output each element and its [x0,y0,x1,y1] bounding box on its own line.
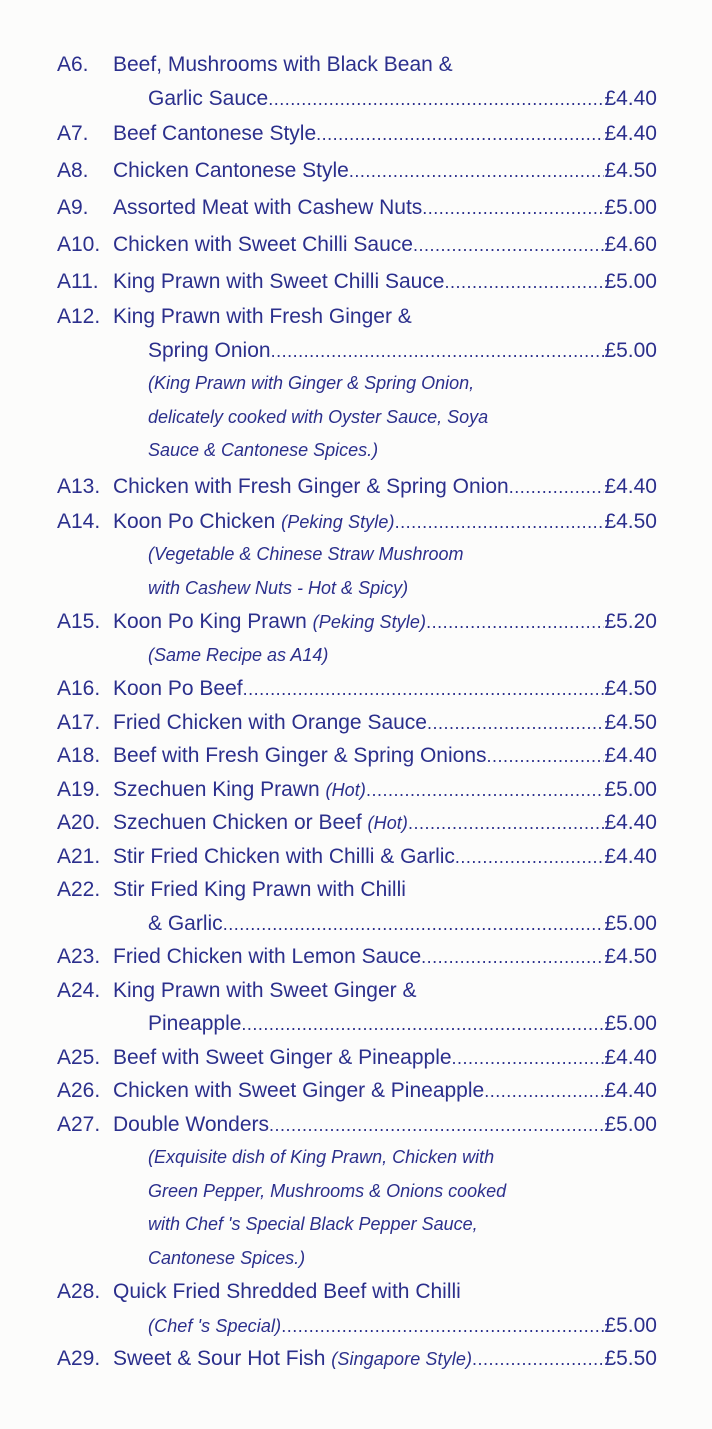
menu-item [57,1275,657,1309]
menu-item [57,940,657,974]
item-name [113,1342,472,1377]
leader-dots [223,907,605,942]
leader-dots [472,1342,604,1377]
menu-item [57,152,657,189]
item-name: Koon Po Beef [113,677,243,700]
item-code: A29. [57,1347,101,1370]
item-price: £4.40 [604,811,657,834]
item-style-note: (Peking Style) [312,612,427,632]
menu-item [57,468,657,505]
item-description: delicately cooked with Oyster Sauce, Soya [148,406,489,427]
menu-item-continuation [57,1309,657,1343]
leader-dots [408,806,604,841]
leader-dots [452,1041,605,1076]
item-style-note: (Hot) [325,779,366,800]
item-price: £5.00 [604,911,657,935]
item-name-text: Szechuen King Prawn [113,777,320,801]
item-description: (King Prawn with Ginger & Spring Onion, [148,373,475,393]
item-name: Assorted Meat with Cashew Nuts [113,196,423,219]
item-name-text: Sweet & Sour Hot Fish [113,1347,326,1370]
menu-item [57,706,657,740]
item-name-text: Koon Po Chicken [113,509,276,533]
menu-item [57,840,657,874]
item-price: £4.40 [604,844,657,868]
item-name: King Prawn with Sweet Chilli Sauce [113,270,445,293]
menu-item [57,1041,657,1075]
leader-dots [271,334,605,369]
item-name: King Prawn with Sweet Ginger & [113,978,417,1002]
item-price: £5.00 [604,196,657,219]
item-code: A10. [57,233,101,256]
leader-dots [395,505,605,540]
item-price: £5.00 [604,338,657,362]
item-style-note: (Hot) [367,813,408,833]
leader-dots [268,82,604,117]
item-name: Chicken with Sweet Ginger & Pineapple [113,1079,485,1102]
menu-item [57,1074,657,1108]
item-name-text: Koon Po King Prawn [113,610,307,633]
menu-item [57,48,657,82]
leader-dots [509,468,605,506]
item-price: £5.00 [604,270,657,293]
item-code: A11. [57,270,99,293]
item-name: Beef with Fresh Ginger & Spring Onions [113,744,487,767]
item-name: Stir Fried Chicken with Chilli & Garlic [113,844,455,868]
item-name: King Prawn with Fresh Ginger & [113,305,412,328]
item-code: A15. [57,610,101,633]
menu-item [57,974,657,1008]
item-code: A20. [57,811,101,834]
item-code: A12. [57,305,101,328]
menu-item [57,806,657,840]
item-code: A17. [57,710,101,734]
item-name: Quick Fried Shredded Beef with Chilli [113,1280,461,1303]
menu-item [57,605,657,639]
leader-dots [366,773,604,808]
menu-list [57,48,657,1376]
menu-item [57,115,657,152]
item-style-note: (Chef 's Special) [148,1315,282,1336]
item-name: Chicken Cantonese Style [113,159,349,182]
item-code: A23. [57,945,101,968]
item-code: A6. [57,53,89,76]
item-code: A27. [57,1112,101,1136]
item-name: Beef Cantonese Style [113,122,317,145]
item-name: Beef with Sweet Ginger & Pineapple [113,1045,452,1069]
item-style-note: (Peking Style) [281,511,395,532]
item-price: £5.00 [604,777,657,801]
menu-item-continuation [57,82,657,116]
leader-dots [421,940,604,975]
item-price: £4.40 [604,1045,657,1069]
leader-dots [281,1309,604,1344]
menu-item [57,773,657,807]
item-name [113,505,395,540]
item-description: Green Pepper, Mushrooms & Onions cooked [148,1180,507,1201]
leader-dots [269,1108,604,1143]
item-code: A28. [57,1280,101,1303]
item-style-note: (Singapore Style) [331,1349,473,1369]
item-name-cont: Spring Onion [148,338,271,362]
leader-dots [426,605,604,640]
leader-dots [316,115,604,153]
item-code: A9. [57,196,89,219]
item-name [113,773,366,808]
leader-dots [484,1074,604,1109]
menu-item [57,1108,657,1142]
leader-dots [487,739,605,774]
menu-item [57,505,657,539]
menu-item [57,300,657,334]
item-code: A19. [57,777,101,801]
item-code: A21. [57,844,101,868]
item-name [113,605,426,640]
item-code: A8. [57,159,89,182]
leader-dots [445,263,605,301]
item-code: A24. [57,978,101,1002]
menu-item [57,1342,657,1376]
item-code: A14. [57,509,101,533]
item-code: A18. [57,744,101,767]
menu-item-continuation [57,907,657,941]
menu-item-continuation [57,1007,657,1041]
item-name-cont [148,1309,281,1344]
item-price: £4.60 [604,233,657,256]
item-price: £5.20 [604,610,657,633]
leader-dots [422,189,604,227]
item-name: Chicken with Sweet Chilli Sauce [113,233,413,256]
leader-dots [427,706,604,741]
item-code: A7. [57,122,89,145]
leader-dots [455,840,605,875]
item-name-cont: Pineapple [148,1012,242,1035]
item-name: Beef, Mushrooms with Black Bean & [113,53,453,76]
menu-item [57,873,657,907]
item-name-cont: Garlic Sauce [148,86,269,110]
item-code: A13. [57,474,101,498]
item-name: Stir Fried King Prawn with Chilli [113,878,406,901]
item-description: (Vegetable & Chinese Straw Mushroom [148,544,464,564]
item-name-cont: & Garlic [148,911,223,935]
item-code: A22. [57,878,101,901]
item-price: £5.00 [604,1313,657,1337]
menu-item [57,189,657,226]
item-price: £4.50 [604,159,657,182]
item-description: with Cashew Nuts - Hot & Spicy) [148,577,409,598]
item-price: £5.00 [604,1012,657,1035]
item-name: Double Wonders [113,1112,270,1136]
item-name: Chicken with Fresh Ginger & Spring Onion [113,474,509,498]
item-name-text: Szechuen Chicken or Beef [113,811,362,834]
item-price: £4.50 [604,677,657,700]
item-name: Fried Chicken with Orange Sauce [113,710,427,734]
menu-item-continuation [57,334,657,368]
item-description: (Same Recipe as A14) [148,644,329,665]
menu-item [57,263,657,300]
item-name [113,806,408,841]
menu-item [57,672,657,706]
item-price: £4.50 [604,710,657,734]
leader-dots [413,226,604,264]
item-name: Fried Chicken with Lemon Sauce [113,945,422,968]
item-price: £4.40 [604,744,657,767]
item-price: £4.50 [604,945,657,968]
item-description: Sauce & Cantonese Spices.) [148,440,379,460]
item-code: A26. [57,1079,101,1102]
leader-dots [243,672,605,707]
item-price: £4.40 [604,122,657,145]
item-description: (Exquisite dish of King Prawn, Chicken with [148,1147,495,1167]
item-code: A25. [57,1045,101,1069]
item-price: £4.40 [604,474,657,498]
item-price: £4.50 [604,509,657,533]
item-price: £5.00 [604,1112,657,1136]
menu-item [57,226,657,263]
item-price: £5.50 [604,1347,657,1370]
leader-dots [241,1007,604,1042]
menu-item [57,739,657,773]
item-price: £4.40 [604,1079,657,1102]
item-description: Cantonese Spices.) [148,1247,306,1268]
item-price: £4.40 [604,86,657,110]
leader-dots [349,152,605,190]
item-description: with Chef 's Special Black Pepper Sauce, [148,1214,478,1234]
item-code: A16. [57,677,101,700]
